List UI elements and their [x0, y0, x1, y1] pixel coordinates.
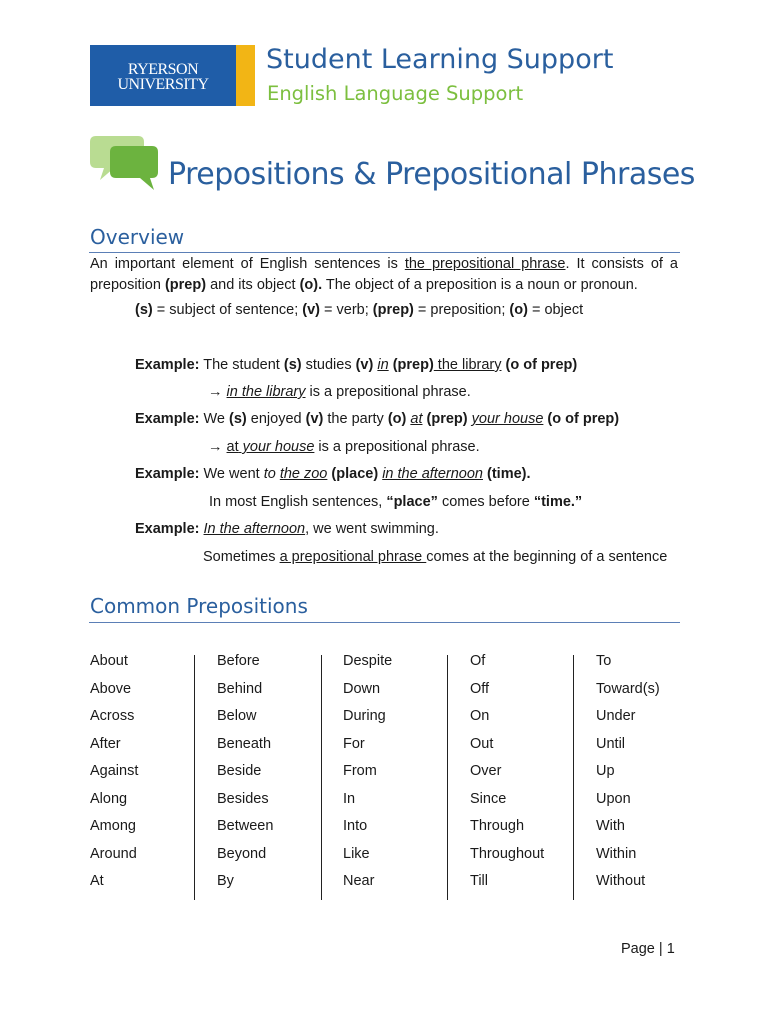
column-divider — [447, 655, 448, 900]
preposition-word: Below — [217, 708, 257, 724]
preposition-word: Off — [470, 680, 490, 697]
example-1-note: → in the library is a prepositional phrase. — [208, 384, 471, 400]
example-3-note: In most English sentences, “place” comes before “time.” — [209, 494, 583, 510]
preposition-word: Besides — [217, 790, 269, 807]
preposition-word: Around — [90, 845, 137, 862]
example-1: Example: The student (s) studies (v) in (prep) the library (o of prep) — [135, 357, 578, 373]
preposition-word: Behind — [217, 680, 263, 697]
preposition-word: Through — [470, 818, 525, 834]
common-prepositions-heading: Common Prepositions — [90, 594, 308, 618]
preposition-word: Despite — [343, 653, 393, 669]
column-divider — [573, 655, 574, 900]
preposition-word: Without — [596, 873, 646, 889]
preposition-word: Beside — [217, 763, 262, 779]
preposition-column-2 — [217, 650, 273, 898]
speech-bubbles-icon — [88, 132, 160, 194]
preposition-word: With — [596, 818, 625, 834]
example-3: Example: We went to the zoo (place) in the afternoon (time). — [135, 466, 531, 482]
preposition-column-3 — [343, 650, 392, 898]
preposition-word: Across — [90, 708, 135, 724]
overview-heading: Overview — [90, 225, 185, 249]
university-logo — [90, 45, 236, 106]
preposition-word: Out — [470, 735, 494, 752]
preposition-word: Since — [470, 790, 507, 807]
preposition-word: Above — [90, 680, 132, 697]
preposition-word: Along — [90, 790, 128, 807]
preposition-word: Throughout — [470, 845, 545, 862]
example-2: Example: We (s) enjoyed (v) the party (o) at (prep) your house (o of prep) — [135, 411, 620, 427]
preposition-column-5 — [596, 650, 660, 898]
header-title: Student Learning Support — [266, 44, 614, 75]
preposition-word: To — [596, 653, 612, 669]
preposition-word: Within — [596, 845, 637, 862]
preposition-word: Among — [90, 818, 136, 834]
overview-paragraph: An important element of English sentences is the prepositional phrase. It consists of a preposition (prep) and its object (o). The object of a preposition is a noun or pronoun. — [90, 256, 678, 293]
logo-line-1: RYERSON — [127, 61, 199, 78]
column-divider — [321, 655, 322, 900]
preposition-word: Against — [90, 763, 139, 779]
preposition-word: By — [217, 873, 234, 889]
example-4-note: Sometimes a prepositional phrase comes at the beginning of a sentence — [203, 549, 668, 565]
preposition-word: About — [90, 653, 128, 669]
example-4: Example: In the afternoon, we went swimming. — [135, 521, 439, 537]
preposition-column-4 — [470, 650, 544, 898]
preposition-word: From — [343, 763, 377, 779]
preposition-word: Till — [470, 873, 488, 889]
example-2-note: → at your house is a prepositional phrase. — [208, 439, 480, 455]
common-prepositions-rule — [89, 622, 680, 623]
preposition-word: Over — [470, 763, 502, 779]
preposition-word: Beyond — [217, 845, 267, 862]
preposition-word: At — [90, 873, 104, 889]
preposition-column-1 — [90, 650, 138, 898]
header-subtitle: English Language Support — [267, 82, 524, 105]
logo-line-2: UNIVERSITY — [117, 76, 209, 93]
preposition-word: Under — [596, 708, 636, 724]
preposition-word: On — [470, 708, 490, 724]
preposition-word: Near — [343, 873, 375, 889]
preposition-word: Of — [470, 653, 486, 669]
logo-wordmark — [90, 62, 236, 92]
page-title: Prepositions & Prepositional Phrases — [168, 157, 695, 192]
column-divider — [194, 655, 195, 900]
preposition-word: Before — [217, 653, 260, 669]
preposition-word: Beneath — [217, 735, 272, 752]
preposition-word: Toward(s) — [596, 680, 660, 697]
preposition-word: During — [343, 708, 386, 724]
page-number: Page | 1 — [621, 941, 675, 957]
preposition-word: In — [343, 790, 356, 807]
logo-gold-stripe — [236, 45, 255, 106]
preposition-word: Up — [596, 763, 615, 779]
preposition-word: Down — [343, 680, 381, 697]
preposition-word: After — [90, 735, 121, 752]
preposition-word: Upon — [596, 790, 631, 807]
abbreviation-legend: (s) = subject of sentence; (v) = verb; (prep) = preposition; (o) = object — [135, 302, 584, 318]
preposition-word: Into — [343, 818, 368, 834]
preposition-word: Until — [596, 735, 626, 752]
preposition-word: Like — [343, 845, 370, 862]
preposition-word: Between — [217, 818, 274, 834]
overview-rule — [89, 252, 680, 253]
preposition-word: For — [343, 735, 365, 752]
